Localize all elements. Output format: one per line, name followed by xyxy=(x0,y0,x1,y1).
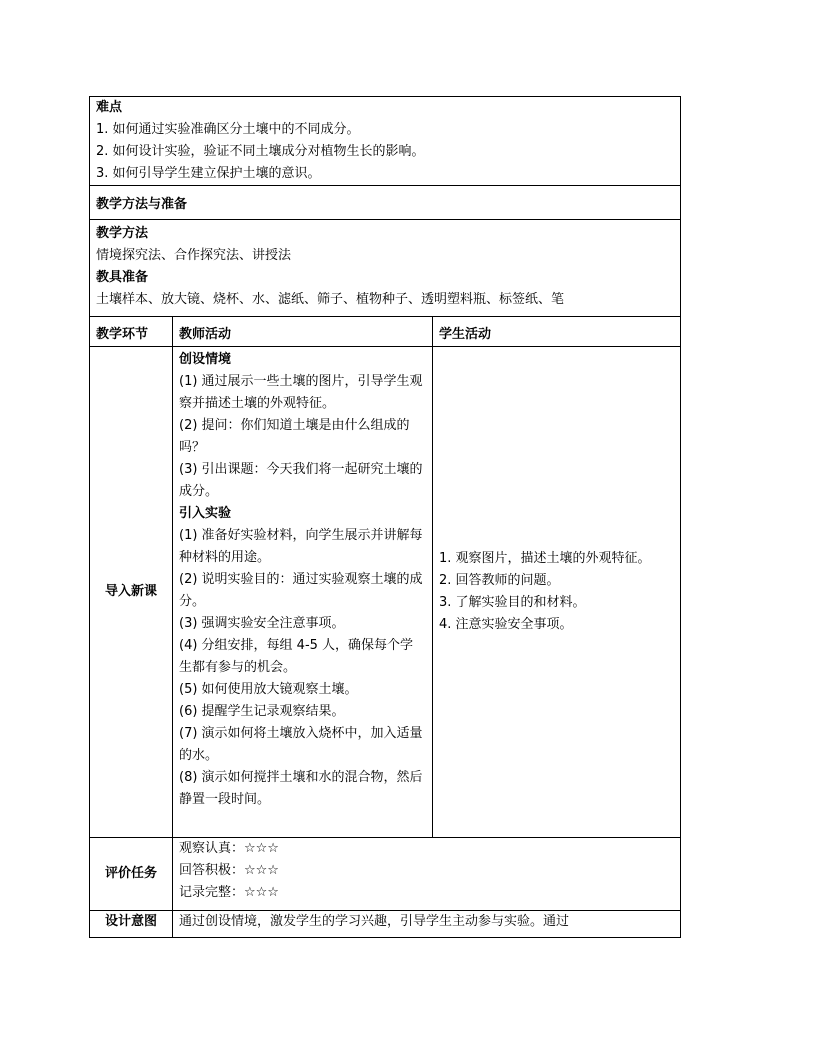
stage-label: 导入新课 xyxy=(104,584,157,599)
methods-heading-row xyxy=(90,186,681,220)
table-header-row xyxy=(90,317,681,347)
evaluation-label: 评价任务 xyxy=(104,866,157,881)
design-intent-text: 通过创设情境，激发学生的学习兴趣，引导学生主动参与实验。通过 xyxy=(179,914,570,929)
student-item: 3. 了解实验目的和材料。 xyxy=(439,595,586,610)
difficulty-item: 2. 如何设计实验，验证不同土壤成分对植物生长的影响。 xyxy=(96,144,425,159)
evaluation-item: 回答积极：☆☆☆ xyxy=(179,863,279,878)
experiment-item: (3) 强调实验安全注意事项。 xyxy=(179,616,345,631)
difficulty-item: 1. 如何通过实验准确区分土壤中的不同成分。 xyxy=(96,122,360,137)
student-item: 4. 注意实验安全事项。 xyxy=(439,617,573,632)
experiment-item: (1) 准备好实验材料，向学生展示并讲解每种材料的用途。 xyxy=(179,528,423,565)
design-intent-row xyxy=(90,911,681,938)
scenario-item: (2) 提问：你们知道土壤是由什么组成的吗？ xyxy=(179,418,410,455)
evaluation-item: 观察认真：☆☆☆ xyxy=(179,841,279,856)
experiment-heading: 引入实验 xyxy=(179,506,232,521)
experiment-item: (8) 演示如何搅拌土壤和水的混合物，然后静置一段时间。 xyxy=(179,770,423,807)
experiment-item: (5) 如何使用放大镜观察土壤。 xyxy=(179,682,358,697)
difficulties-row xyxy=(90,97,681,186)
evaluation-item: 记录完整：☆☆☆ xyxy=(179,885,279,900)
difficulties-heading: 难点 xyxy=(96,100,123,115)
lesson-plan-table xyxy=(89,96,681,938)
methods-heading: 教学方法 xyxy=(96,226,149,241)
experiment-item: (4) 分组安排，每组 4-5 人，确保每个学生都有参与的机会。 xyxy=(179,638,414,675)
student-item: 1. 观察图片，描述土壤的外观特征。 xyxy=(439,551,651,566)
header-stage: 教学环节 xyxy=(96,326,149,342)
scenario-item: (1) 通过展示一些土壤的图片，引导学生观察并描述土壤的外观特征。 xyxy=(179,374,423,411)
scenario-heading: 创设情境 xyxy=(179,352,232,367)
experiment-item: (6) 提醒学生记录观察结果。 xyxy=(179,704,345,719)
header-student: 学生活动 xyxy=(439,326,492,342)
tools-heading: 教具准备 xyxy=(96,270,149,285)
design-intent-label: 设计意图 xyxy=(104,914,157,929)
intro-stage-row xyxy=(90,347,681,838)
evaluation-row xyxy=(90,838,681,911)
header-teacher: 教师活动 xyxy=(179,326,232,342)
experiment-item: (7) 演示如何将土壤放入烧杯中，加入适量的水。 xyxy=(179,726,423,763)
student-item: 2. 回答教师的问题。 xyxy=(439,573,560,588)
methods-section-heading: 教学方法与准备 xyxy=(96,197,188,212)
methods-content-row xyxy=(90,220,681,317)
experiment-item: (2) 说明实验目的：通过实验观察土壤的成分。 xyxy=(179,572,423,609)
methods-text: 情境探究法、合作探究法、讲授法 xyxy=(96,248,292,263)
scenario-item: (3) 引出课题：今天我们将一起研究土壤的成分。 xyxy=(179,462,423,499)
tools-text: 土壤样本、放大镜、烧杯、水、滤纸、筛子、植物种子、透明塑料瓶、标签纸、笔 xyxy=(96,292,565,307)
difficulty-item: 3. 如何引导学生建立保护土壤的意识。 xyxy=(96,166,321,181)
